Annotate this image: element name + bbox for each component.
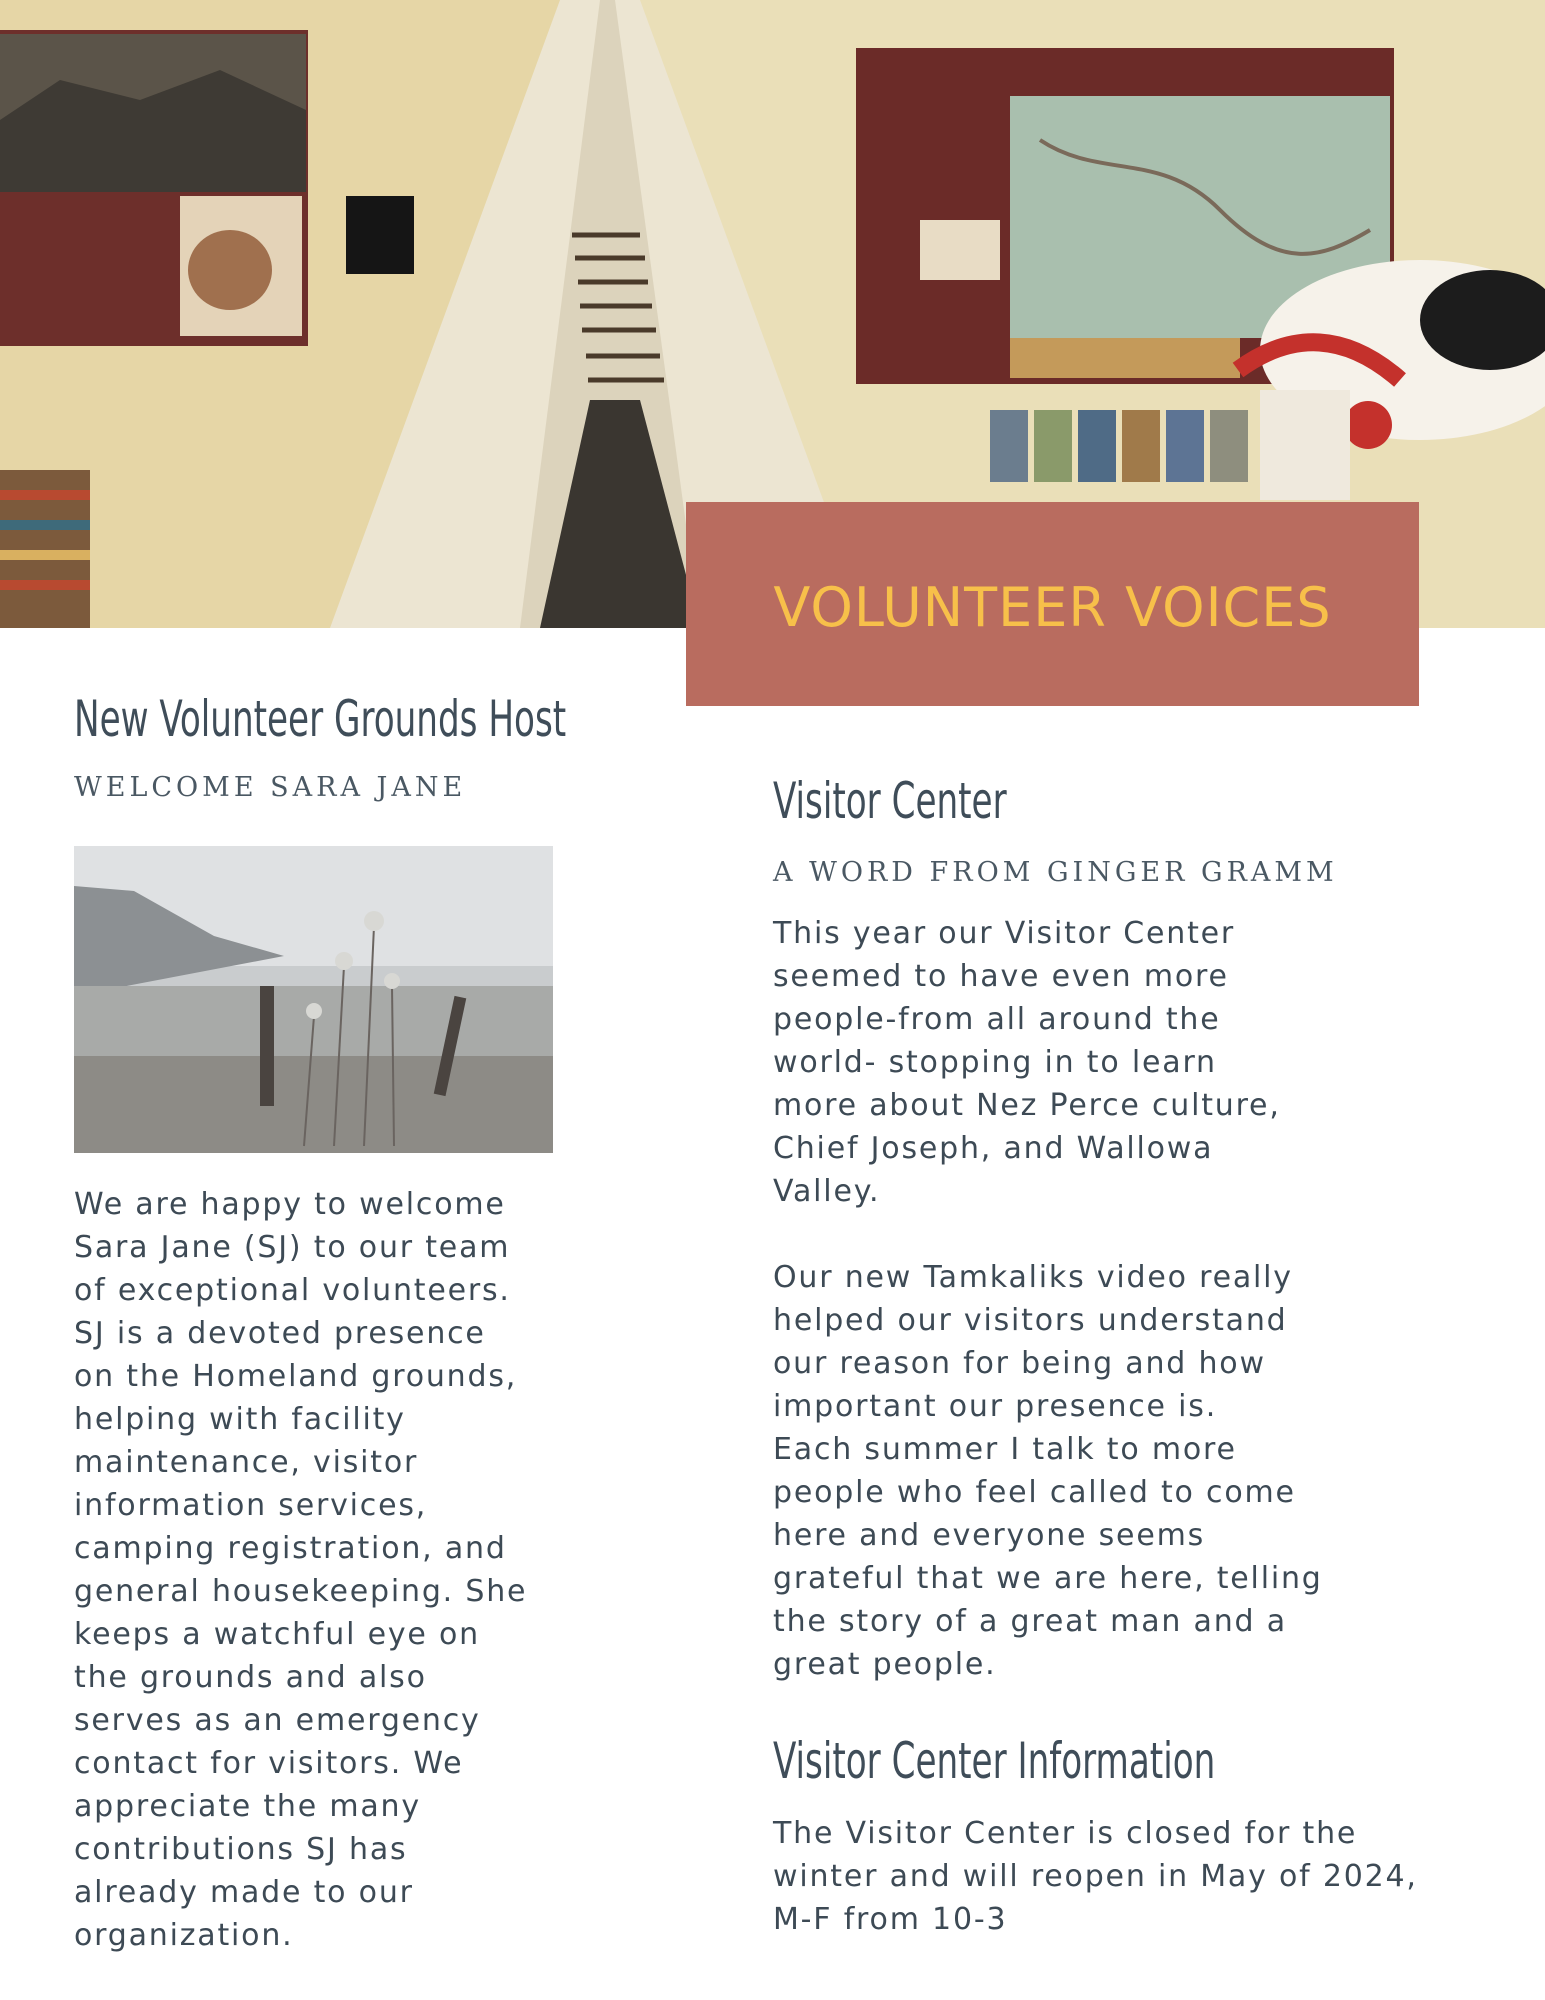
visitor-center-info-heading: Visitor Center Information bbox=[773, 1732, 1216, 1790]
exhibit-sign bbox=[346, 196, 414, 274]
left-subheading: WELCOME SARA JANE bbox=[74, 772, 467, 803]
left-heading: New Volunteer Grounds Host bbox=[74, 690, 567, 748]
visitor-center-heading: Visitor Center bbox=[773, 772, 1007, 830]
visitor-center-body: This year our Visitor Center seemed to have even more people-from all around the world- stopping in to learn more about Nez Perce culture, Chief Joseph, and Wallowa Valley. Our new Tamkaliks video really helped our visitors understand our reason for being and how important our presence is. Each summer I talk to more people who feel called to come here and everyone seems grateful that we are here, telling the story of a great man and a great people. bbox=[773, 916, 1323, 1682]
frosted-field-photo bbox=[74, 846, 553, 1153]
left-body-text: We are happy to welcome Sara Jane (SJ) to our team of exceptional volunteers. SJ is a devoted presence on the Homeland grounds, helping with facility maintenance, visitor information services, camping registration, and general housekeeping. She keeps a watchful eye on the grounds and also serves as an emergency contact for visitors. We appreciate the many contributions SJ has already made to our organization. bbox=[74, 1187, 528, 1953]
blanket bbox=[0, 470, 90, 628]
banner-title: VOLUNTEER VOICES bbox=[773, 575, 1332, 639]
visitor-center-subheading: A WORD FROM GINGER GRAMM bbox=[773, 857, 1338, 888]
volunteer-voices-banner bbox=[686, 502, 1419, 706]
visitor-center-info-body: The Visitor Center is closed for the winter and will reopen in May of 2024, M-F from 10-3 bbox=[773, 1816, 1418, 1937]
